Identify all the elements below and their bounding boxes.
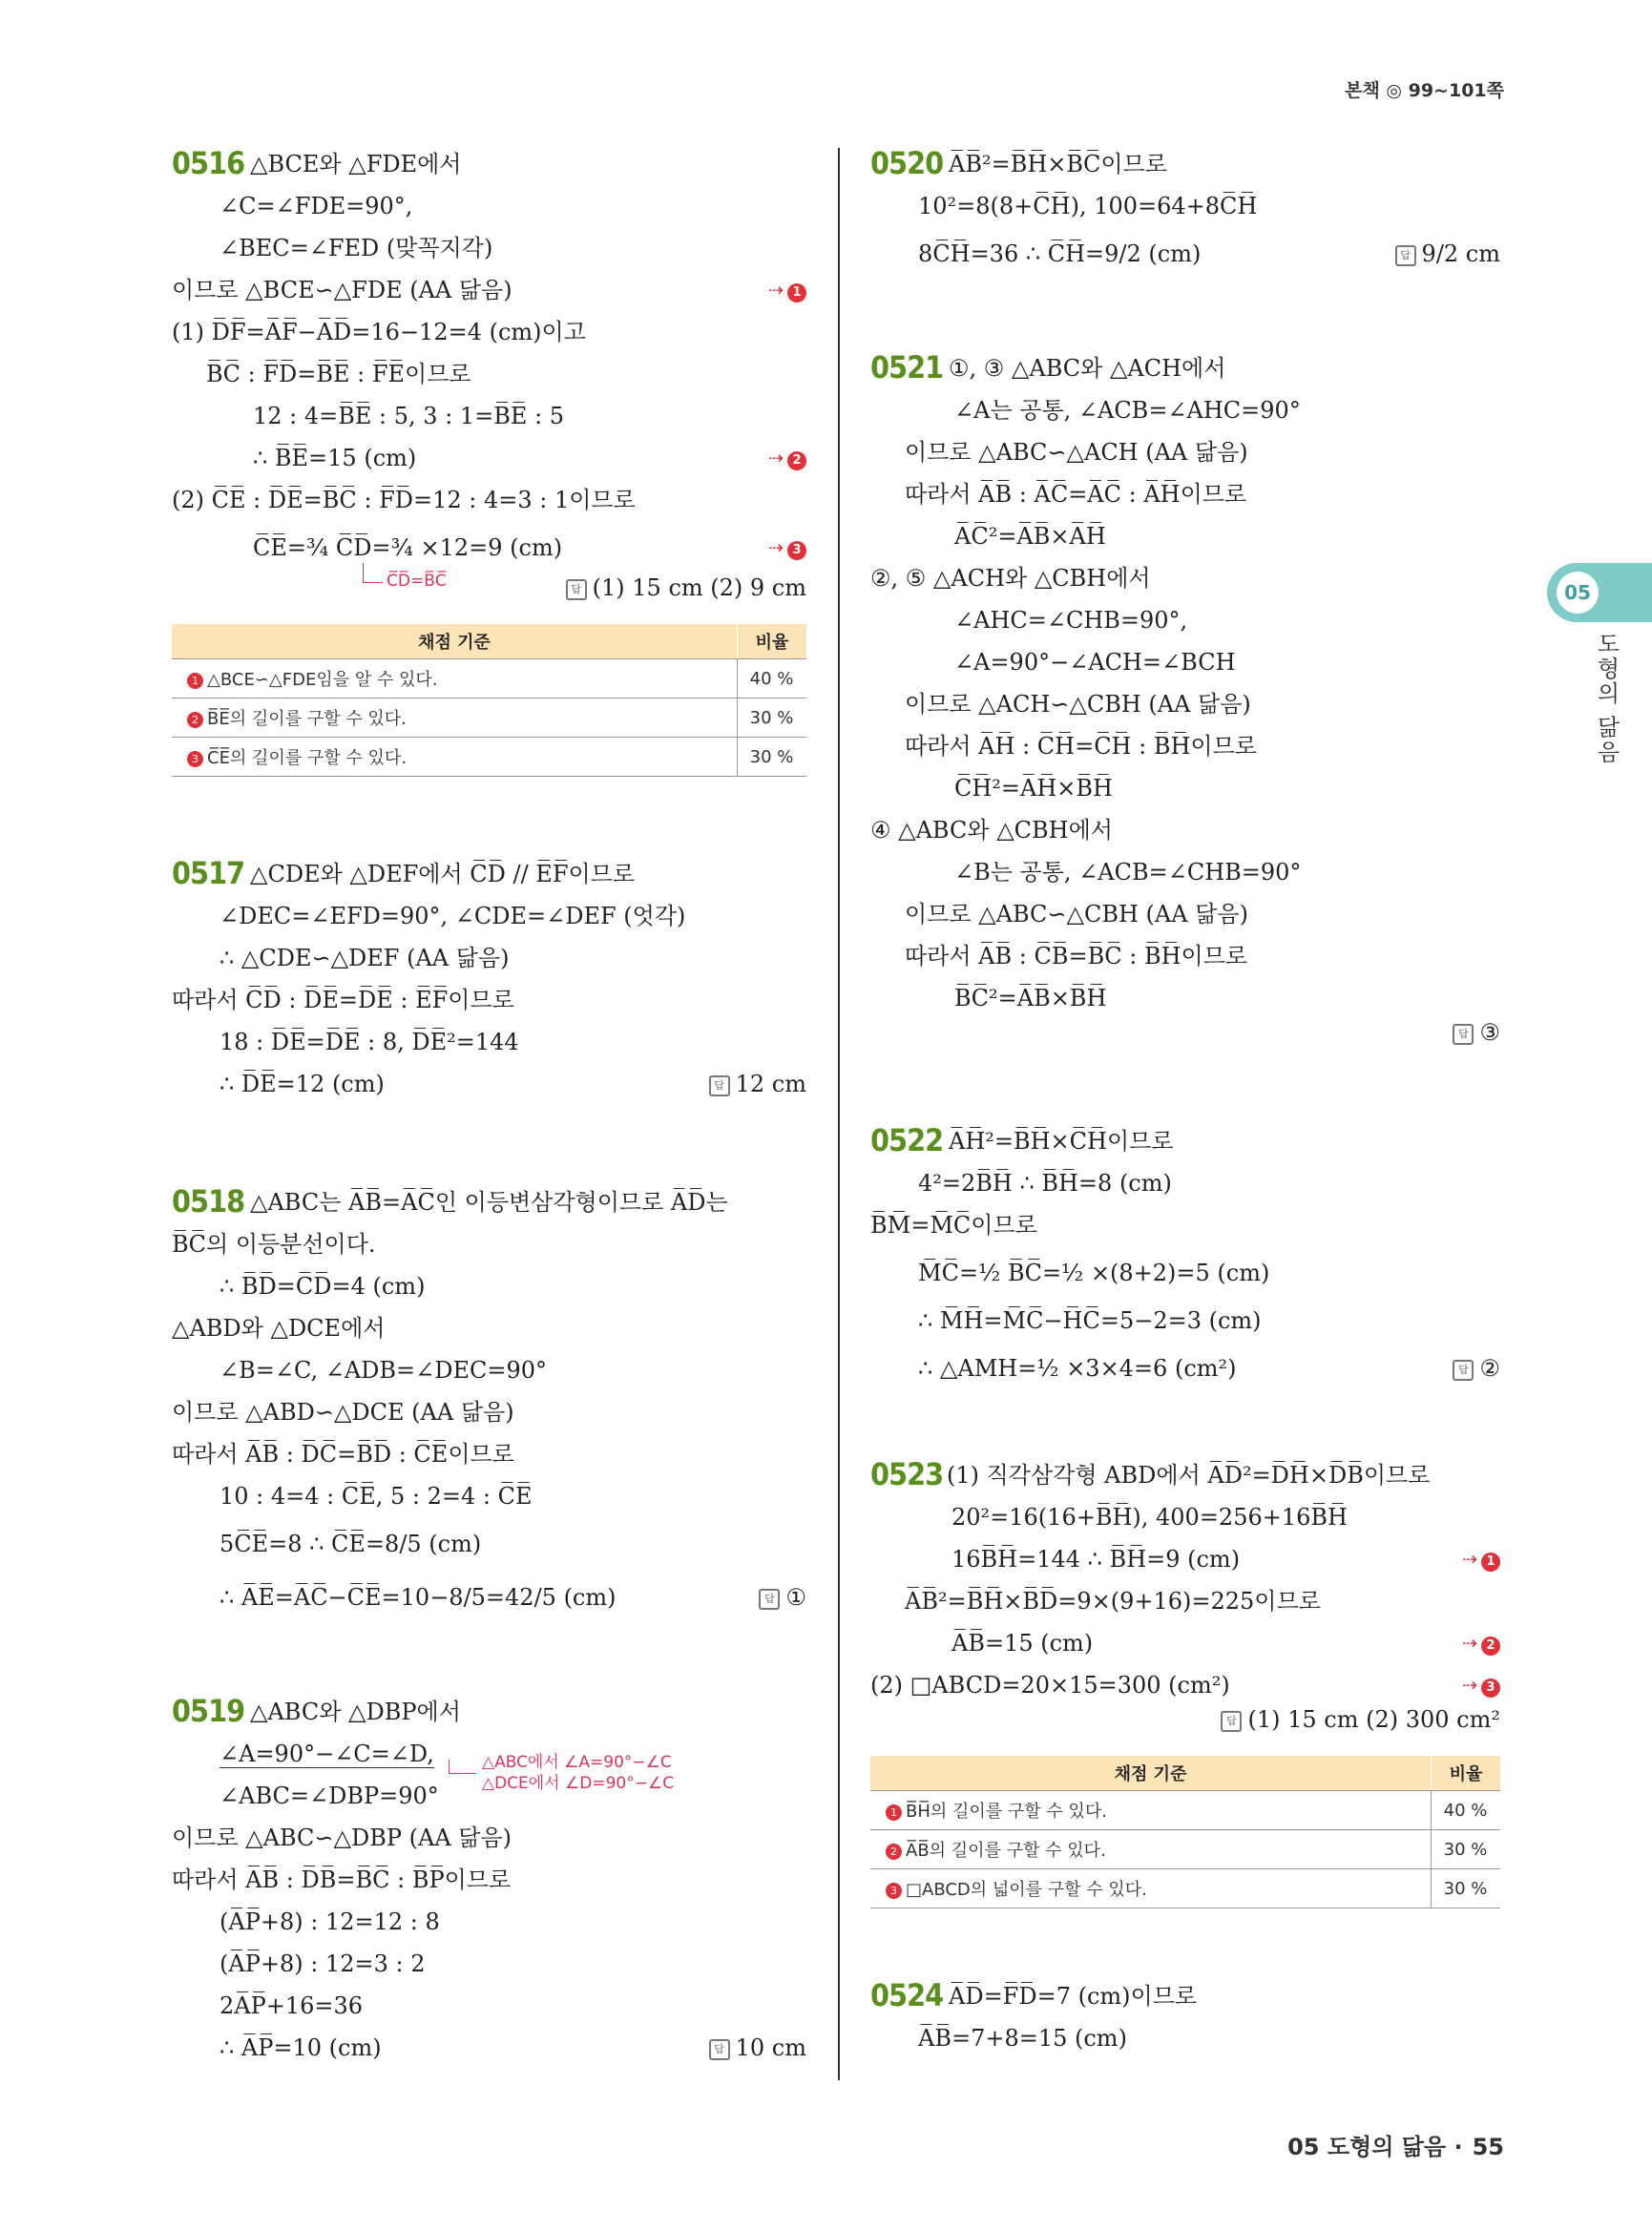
answer-icon: 답 — [709, 1075, 730, 1096]
solution-line: B̅C̅ : F̅D̅=B̅E̅ : F̅E̅이므로 — [206, 361, 471, 387]
answer-icon: 답 — [1221, 1711, 1242, 1732]
column-divider — [838, 148, 840, 2080]
answer: 답 10 cm — [709, 2027, 806, 2069]
solution-line: (1) D̅F̅=A̅F̅−A̅D̅=16−12=4 (cm)이고 — [172, 319, 586, 345]
answer: 답 12 cm — [709, 1063, 806, 1105]
page-header: 본책 ◎ 99~101쪽 — [1345, 80, 1504, 101]
score-marker-3: ⇢ 3 — [1462, 1664, 1500, 1706]
solution-line: 2A̅P̅+16=36 — [220, 1992, 364, 2019]
answer-icon: 답 — [1453, 1360, 1474, 1381]
solution-line: B̅M̅=M̅C̅이므로 — [870, 1212, 1037, 1239]
solution-line: M̅C̅=½ B̅C̅=½ ×(8+2)=5 (cm) — [918, 1260, 1270, 1286]
solution-line: 4²=2B̅H̅ ∴ B̅H̅=8 (cm) — [918, 1170, 1172, 1197]
table-row: 3 C̅E̅의 길이를 구할 수 있다. 30 % — [172, 738, 806, 777]
solution-line: (2) C̅E̅ : D̅E̅=B̅C̅ : F̅D̅=12 : 4=3 : 1이므로 — [172, 487, 636, 513]
solution-line: △ABC는 A̅B̅=A̅C̅인 이등변삼각형이므로 A̅D̅는 — [250, 1189, 728, 1216]
solution-line: A̅B̅=7+8=15 (cm) — [918, 2025, 1127, 2052]
problem-0524 — [870, 1975, 1500, 2059]
solution-line: ∠ABC=∠DBP=90° — [220, 1783, 439, 1809]
solution-line: A̅B̅²=B̅H̅×B̅C̅이므로 — [949, 151, 1167, 177]
problem-0520 — [870, 143, 1500, 281]
solution-line: ∠A=90°−∠ACH=∠BCH — [954, 649, 1236, 676]
grading-table — [870, 1756, 1500, 1908]
score-marker-3: ⇢ 3 — [768, 521, 806, 574]
problem-0523 — [870, 1454, 1500, 1908]
solution-line: (1) 직각삼각형 ABD에서 A̅D̅²=D̅H̅×D̅B̅이므로 — [947, 1462, 1431, 1489]
annotation-note: C̅D̅=B̅C̅ — [387, 572, 447, 591]
answer: 답 ② — [1453, 1342, 1500, 1395]
table-row: 1 B̅H̅의 길이를 구할 수 있다. 40 % — [870, 1791, 1500, 1830]
solution-line: 10²=8(8+C̅H̅), 100=64+8C̅H̅ — [918, 193, 1258, 219]
solution-line: A̅D̅=F̅D̅=7 (cm)이므로 — [949, 1983, 1198, 2010]
problem-0517 — [172, 853, 806, 1105]
solution-line: ∴ △CDE∽△DEF (AA 닮음) — [220, 945, 510, 971]
solution-line: 18 : D̅E̅=D̅E̅ : 8, D̅E̅²=144 — [220, 1029, 519, 1055]
left-column — [172, 143, 806, 2128]
annotation-line — [449, 1760, 476, 1774]
solution-line: △ABD와 △DCE에서 — [172, 1315, 386, 1342]
solution-line: 16B̅H̅=144 ∴ B̅H̅=9 (cm) — [951, 1546, 1241, 1573]
table-header: 비율 — [738, 624, 807, 659]
solution-line: 따라서 A̅B̅ : A̅C̅=A̅C̅ : A̅H̅이므로 — [905, 481, 1247, 508]
solution-line: (2) □ABCD=20×15=300 (cm²) — [870, 1672, 1230, 1699]
problem-0521 — [870, 347, 1500, 1061]
solution-line: ④ △ABC와 △CBH에서 — [870, 817, 1113, 844]
solution-line: 이므로 △ABC∽△DBP (AA 닮음) — [172, 1824, 512, 1851]
chapter-tab[interactable] — [1547, 563, 1652, 622]
solution-line: 이므로 △BCE∽△FDE (AA 닮음) — [172, 277, 512, 303]
solution-line: 따라서 A̅H̅ : C̅H̅=C̅H̅ : B̅H̅이므로 — [905, 733, 1257, 760]
solution-line: 이므로 △ABC∽△CBH (AA 닮음) — [905, 901, 1248, 928]
chapter-badge: 05 — [1557, 572, 1599, 614]
page-footer — [1287, 2128, 1504, 2161]
solution-line: ∴ △AMH=½ ×3×4=6 (cm²) — [918, 1355, 1237, 1382]
answer: 답 ① — [759, 1571, 806, 1624]
solution-line: 8C̅H̅=36 ∴ C̅H̅=9/2 (cm) — [918, 240, 1202, 267]
answer: 답 9/2 cm — [1395, 227, 1500, 281]
answer-icon: 답 — [759, 1589, 780, 1610]
solution-line: 12 : 4=B̅E̅ : 5, 3 : 1=B̅E̅ : 5 — [253, 403, 565, 429]
solution-line: 이므로 △ABD∽△DCE (AA 닮음) — [172, 1399, 514, 1426]
score-marker-1: ⇢ 1 — [1462, 1538, 1500, 1580]
solution-line: ∴ M̅H̅=M̅C̅−H̅C̅=5−2=3 (cm) — [918, 1307, 1262, 1334]
problem-number: 0518 — [172, 1183, 245, 1220]
solution-line: ∠B는 공통, ∠ACB=∠CHB=90° — [954, 859, 1302, 886]
table-row: 3 □ABCD의 넓이를 구할 수 있다. 30 % — [870, 1869, 1500, 1908]
annotation-note: △ABC에서 ∠A=90°−∠C △DCE에서 ∠D=90°−∠C — [482, 1753, 675, 1793]
problem-number: 0524 — [870, 1977, 944, 2013]
table-header: 채점 기준 — [172, 624, 738, 659]
score-marker-1: ⇢ 1 — [768, 269, 806, 311]
solution-line: A̅B̅=15 (cm) — [951, 1630, 1094, 1657]
problem-0519 — [172, 1691, 806, 2069]
solution-line: C̅E̅=¾ C̅D̅=¾ ×12=9 (cm) — [253, 534, 563, 561]
annotation-line — [363, 563, 383, 583]
solution-line: (A̅P̅+8) : 12=3 : 2 — [220, 1950, 426, 1977]
solution-line: 따라서 C̅D̅ : D̅E̅=D̅E̅ : E̅F̅이므로 — [172, 987, 514, 1013]
score-marker-2: ⇢ 2 — [1462, 1622, 1500, 1664]
solution-line: △ABC와 △DBP에서 — [250, 1699, 461, 1725]
solution-line: ∠A=90°−∠C=∠D, — [220, 1741, 434, 1767]
problem-number: 0517 — [172, 855, 245, 891]
solution-line: ∠AHC=∠CHB=90°, — [954, 607, 1188, 634]
solution-line: 따라서 A̅B̅ : D̅B̅=B̅C̅ : B̅P̅이므로 — [172, 1866, 512, 1893]
answer: 답 (1) 15 cm (2) 300 cm² — [1221, 1706, 1500, 1733]
problem-number: 0521 — [870, 349, 944, 386]
table-header: 비율 — [1432, 1756, 1501, 1791]
solution-line: 이므로 △ABC∽△ACH (AA 닮음) — [905, 439, 1248, 466]
solution-line: ∠BEC=∠FED (맞꼭지각) — [220, 235, 493, 261]
problem-0518 — [172, 1181, 806, 1624]
solution-line: 10 : 4=4 : C̅E̅, 5 : 2=4 : C̅E̅ — [220, 1483, 533, 1510]
solution-line: ∴ A̅E̅=A̅C̅−C̅E̅=10−8/5=42/5 (cm) — [220, 1584, 617, 1611]
solution-line: △BCE와 △FDE에서 — [250, 151, 462, 177]
problem-0522 — [870, 1120, 1500, 1395]
solution-line: A̅B̅²=B̅H̅×B̅D̅=9×(9+16)=225이므로 — [905, 1588, 1321, 1615]
answer-icon: 답 — [1395, 245, 1416, 266]
problem-number: 0519 — [172, 1693, 245, 1729]
solution-line: ①, ③ △ABC와 △ACH에서 — [949, 355, 1226, 382]
answer: 답 ③ — [1453, 1019, 1500, 1046]
solution-line: 따라서 A̅B̅ : C̅B̅=B̅C̅ : B̅H̅이므로 — [905, 943, 1248, 970]
solution-line: ∴ A̅P̅=10 (cm) — [220, 2034, 382, 2061]
score-marker-2: ⇢ 2 — [768, 437, 806, 479]
solution-line: (A̅P̅+8) : 12=12 : 8 — [220, 1908, 440, 1935]
solution-line: ∠C=∠FDE=90°, — [220, 193, 413, 219]
solution-line: ∠B=∠C, ∠ADB=∠DEC=90° — [220, 1357, 548, 1384]
solution-line: ∠A는 공통, ∠ACB=∠AHC=90° — [954, 397, 1301, 424]
table-row: 2 A̅B̅의 길이를 구할 수 있다. 30 % — [870, 1830, 1500, 1869]
right-column — [870, 143, 1500, 2118]
solution-line: C̅H̅²=A̅H̅×B̅H̅ — [954, 775, 1113, 802]
solution-line: 5C̅E̅=8 ∴ C̅E̅=8/5 (cm) — [220, 1531, 482, 1557]
table-header: 채점 기준 — [870, 1756, 1432, 1791]
solution-line: A̅H̅²=B̅H̅×C̅H̅이므로 — [949, 1128, 1174, 1155]
solution-line: ∴ B̅D̅=C̅D̅=4 (cm) — [220, 1273, 426, 1300]
table-row: 1 △BCE∽△FDE임을 알 수 있다. 40 % — [172, 659, 806, 698]
problem-0516 — [172, 143, 806, 777]
answer-icon: 답 — [709, 2039, 730, 2060]
solution-line: ∠DEC=∠EFD=90°, ∠CDE=∠DEF (엇각) — [220, 903, 686, 929]
chapter-title: 도형의 닮음 — [1593, 632, 1620, 765]
solution-line: B̅C̅의 이등분선이다. — [172, 1231, 376, 1258]
problem-number: 0516 — [172, 145, 245, 181]
solution-line: ②, ⑤ △ACH와 △CBH에서 — [870, 565, 1151, 592]
grading-table — [172, 624, 806, 777]
solution-line: B̅C̅²=A̅B̅×B̅H̅ — [954, 985, 1107, 1011]
solution-line: ∴ B̅E̅=15 (cm) — [253, 445, 417, 471]
footer-chapter: 05 도형의 닮음 · — [1287, 2134, 1463, 2160]
solution-line: △CDE와 △DEF에서 C̅D̅ // E̅F̅이므로 — [250, 861, 636, 887]
problem-number: 0523 — [870, 1456, 944, 1492]
solution-line: A̅C̅²=A̅B̅×A̅H̅ — [954, 523, 1106, 550]
page-number: 55 — [1472, 2134, 1504, 2160]
solution-line: 따라서 A̅B̅ : D̅C̅=B̅D̅ : C̅E̅이므로 — [172, 1441, 514, 1468]
solution-line: 이므로 △ACH∽△CBH (AA 닮음) — [905, 691, 1251, 718]
problem-number: 0520 — [870, 145, 944, 181]
answer-icon: 답 — [1453, 1024, 1474, 1045]
solution-line: 20²=16(16+B̅H̅), 400=256+16B̅H̅ — [951, 1504, 1348, 1531]
answer: 답 (1) 15 cm (2) 9 cm — [566, 574, 806, 601]
answer-icon: 답 — [566, 579, 587, 600]
solution-line: ∴ D̅E̅=12 (cm) — [220, 1071, 385, 1097]
table-row: 2 B̅E̅의 길이를 구할 수 있다. 30 % — [172, 698, 806, 738]
problem-number: 0522 — [870, 1122, 944, 1158]
